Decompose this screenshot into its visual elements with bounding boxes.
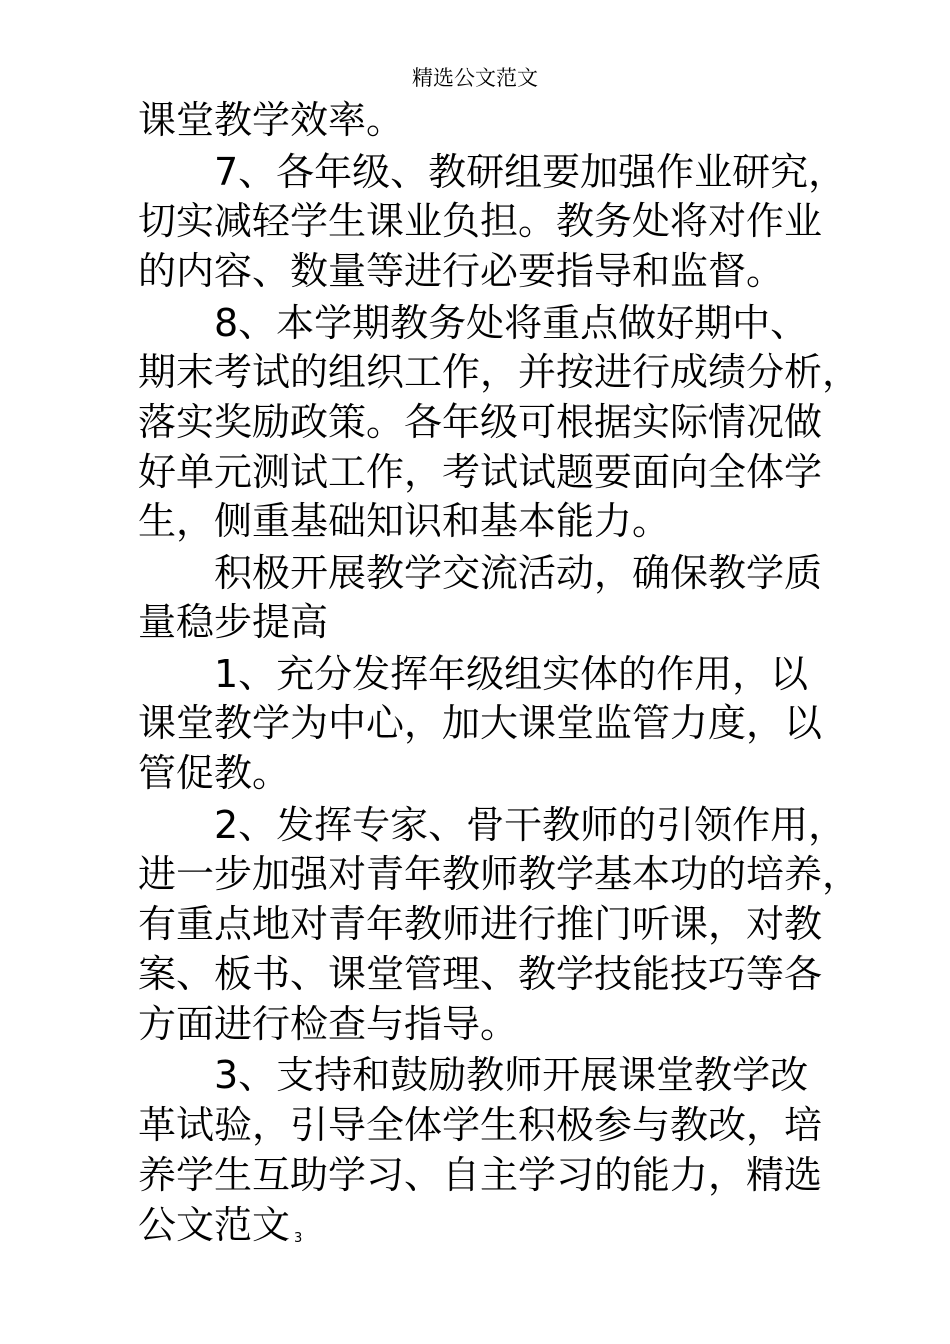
text-line: 课堂教学为中心，加大课堂监管力度，以 <box>138 701 823 745</box>
last-text-line <box>138 1200 302 1264</box>
text-line: 公文范文 <box>138 1203 291 1247</box>
text-line: 7、各年级、教研组要加强作业研究， <box>214 150 847 194</box>
text-line: 的内容、数量等进行必要指导和监督。 <box>138 249 785 293</box>
text-line: 案、板书、课堂管理、教学技能技巧等各 <box>138 952 823 996</box>
text-line: 3、支持和鼓励教师开展课堂教学改 <box>214 1053 809 1097</box>
text-line: 积极开展教学交流活动，确保教学质 <box>214 551 823 595</box>
text-line: 生，侧重基础知识和基本能力。 <box>138 499 671 543</box>
text-line: 1、充分发挥年级组实体的作用，以 <box>214 652 809 696</box>
text-line: 落实奖励政策。各年级可根据实际情况做 <box>138 400 823 444</box>
page-header-title: 精选公文范文 <box>412 66 538 90</box>
text-line: 革试验，引导全体学生积极参与教改，培 <box>138 1103 823 1147</box>
text-line: 2、发挥专家、骨干教师的引领作用， <box>214 803 847 847</box>
text-line: 期末考试的组织工作，并按进行成绩分析， <box>138 350 861 394</box>
text-line: 进一步加强对青年教师教学基本功的培养， <box>138 852 861 896</box>
text-line: 养学生互助学习、自主学习的能力，精选 <box>138 1153 823 1197</box>
text-line: 管促教。 <box>138 751 291 795</box>
text-line: 好单元测试工作，考试试题要面向全体学 <box>138 450 823 494</box>
text-line: 切实减轻学生课业负担。教务处将对作业 <box>138 199 823 243</box>
page-number: 3 <box>294 1231 303 1246</box>
text-line: 课堂教学效率。 <box>138 98 405 142</box>
text-line: 有重点地对青年教师进行推门听课，对教 <box>138 902 823 946</box>
text-line: 方面进行检查与指导。 <box>138 1002 519 1046</box>
text-line: 量稳步提高 <box>138 600 329 644</box>
text-line: 8、本学期教务处将重点做好期中、 <box>214 301 809 345</box>
